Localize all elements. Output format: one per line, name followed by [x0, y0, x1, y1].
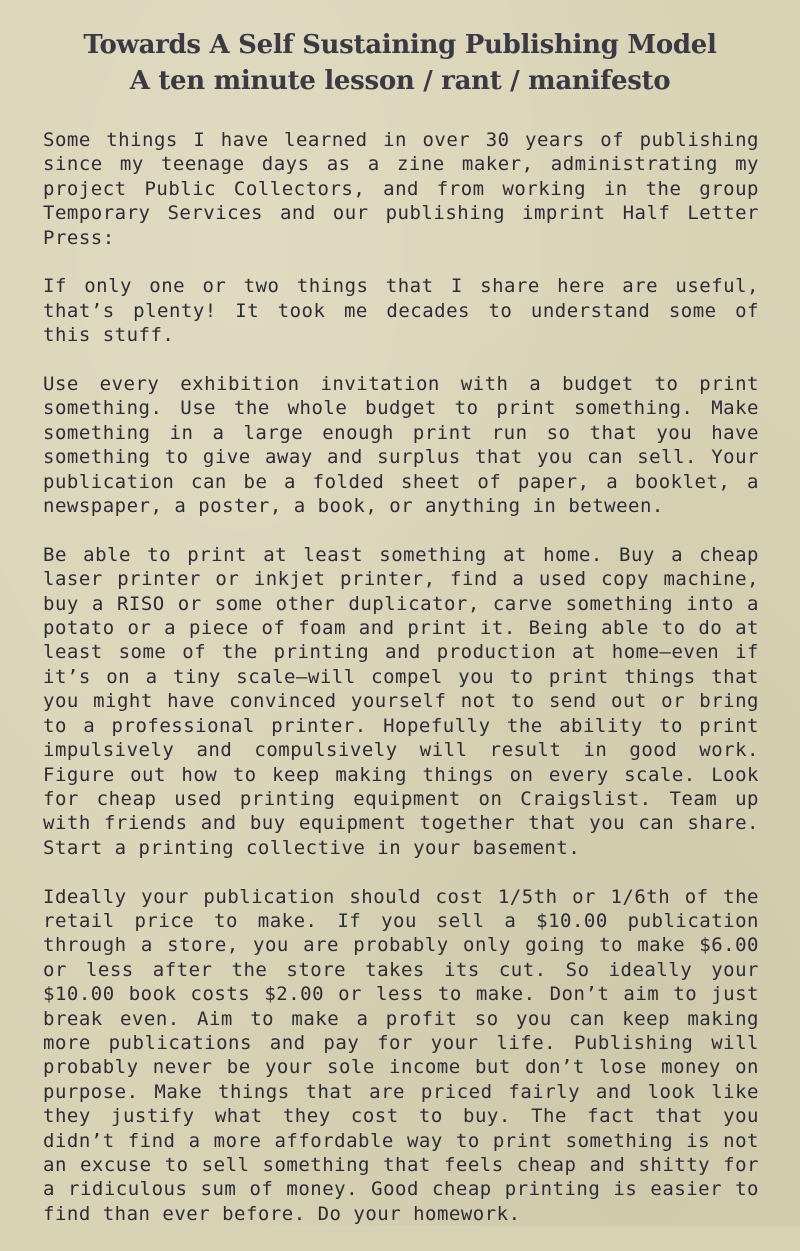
paragraph-useful: If only one or two things that I share here are useful, that’s plenty! It took me decades to understand some of this stuff. — [43, 275, 759, 347]
body-text — [43, 128, 759, 1251]
paragraph-intro: Some things I have learned in over 30 years of publishing since my teenage days as a zine maker, administrating my project Public Collectors, and from working in the group Temporary Services and our publishing imprint Half Letter Press: — [43, 129, 759, 249]
title-line-1: Towards A Self Sustaining Publishing Model — [83, 30, 717, 60]
paragraph-pricing: Ideally your publication should cost 1/5th or 1/6th of the retail price to make. If you sell a $10.00 publication through a store, you are probably only going to make $6.00 or less after the store takes its cut. So ideally your $10.00 book costs $2.00 or less to make. Don’t aim to just break even. Aim to make a profit so you can keep making more publications and pay for your life. Publishing will probably never be your sole income but don’t lose money on purpose. Make things that are priced fairly and look like they justify what they cost to buy. The fact that you didn’t find a more affordable way to print something is not an excuse to sell something that feels cheap and shitty for a ridiculous sum of money. Good cheap printing is easier to find than ever before. Do your homework. — [43, 885, 759, 1225]
page-title — [0, 27, 800, 99]
paragraph-print-at-home: Be able to print at least something at home. Buy a cheap laser printer or inkjet printer, find a used copy machine, buy a RISO or some other duplicator, carve something into a potato or a piece of foam and print it. Being able to do at least some of the printing and production at home—even if it’s on a tiny scale—will compel you to print things that you might have convinced yourself not to send out or bring to a professional printer. Hopefully the ability to print impulsively and compulsively will result in good work. Figure out how to keep making things on every scale. Look for cheap used printing equipment on Craigslist. Team up with friends and buy equipment together that you can share. Start a printing collective in your basement. — [43, 543, 759, 859]
subtitle-line: A ten minute lesson / rant / manifesto — [129, 66, 671, 96]
paragraph-exhibition-budget: Use every exhibition invitation with a budget to print something. Use the whole budget to print something. Make something in a large enough print run so that you have something to give away and surplus that you can sell. Your publication can be a folded sheet of paper, a booklet, a newspaper, a poster, a book, or anything in between. — [43, 373, 759, 518]
